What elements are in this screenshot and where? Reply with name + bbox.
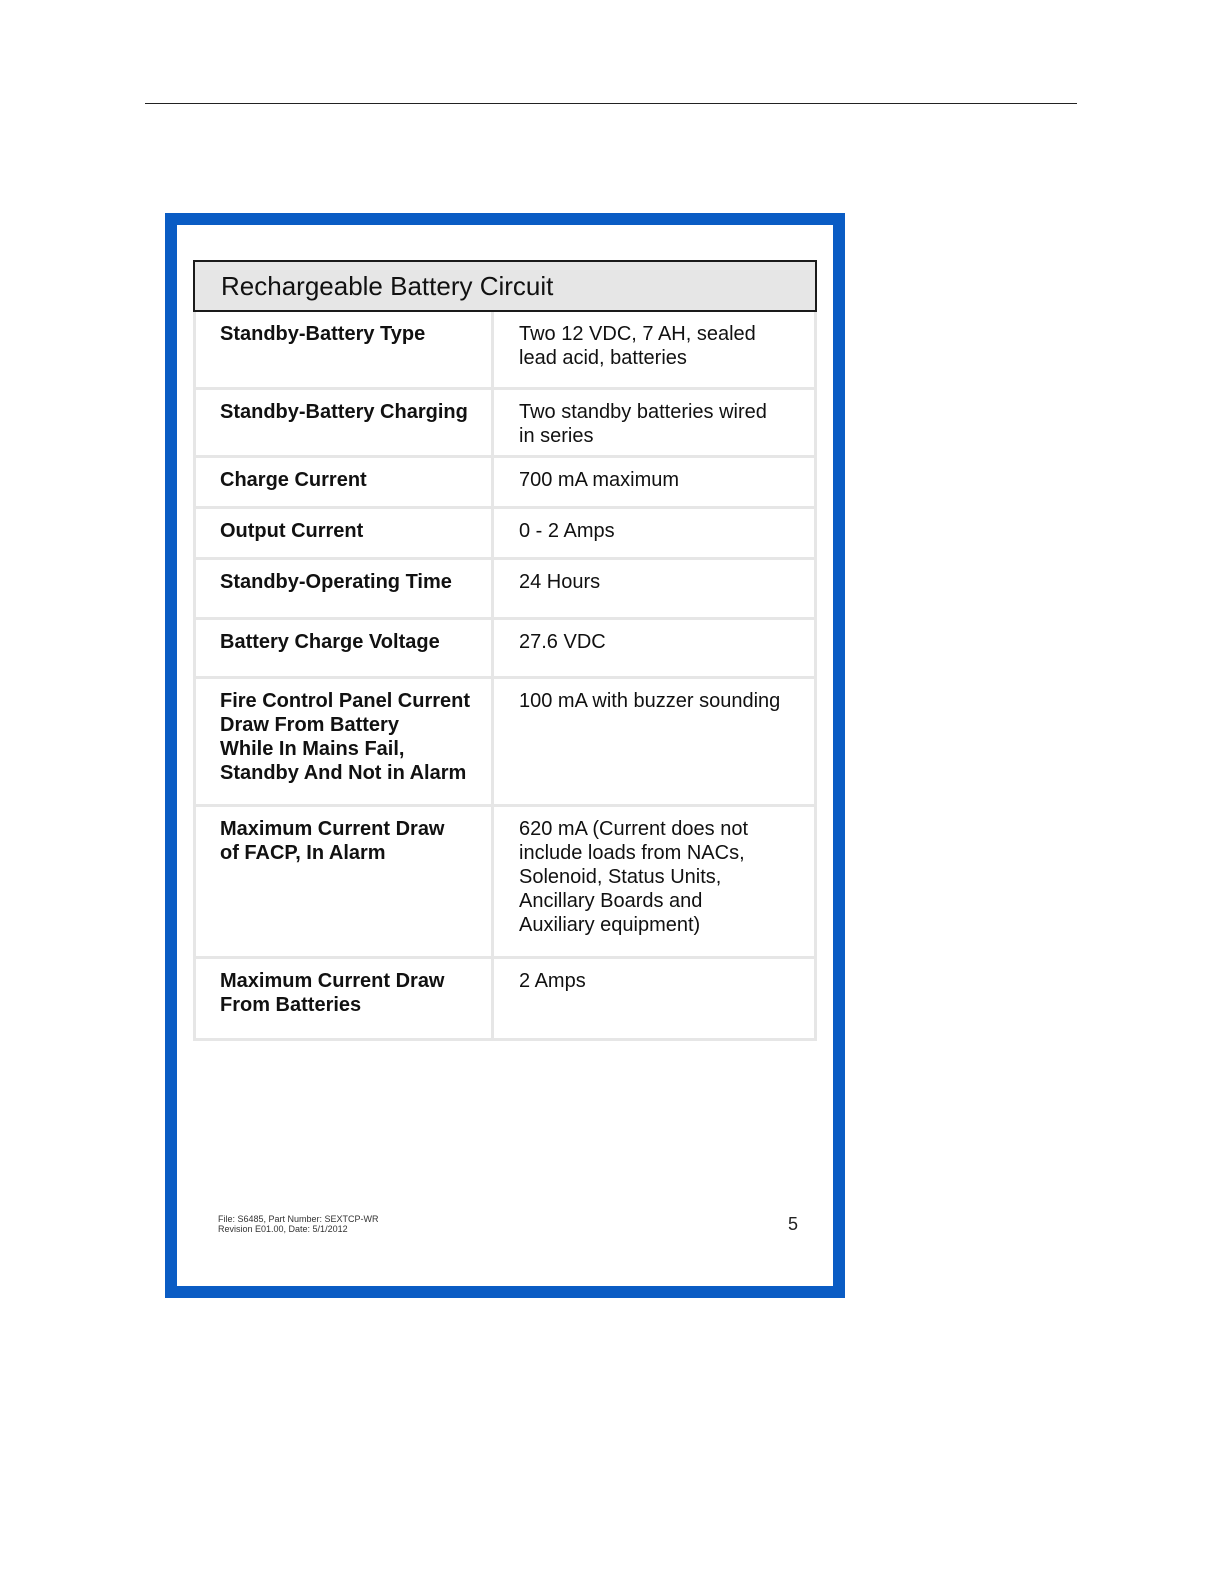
row-label: Battery Charge Voltage xyxy=(196,620,494,676)
table-row xyxy=(196,956,814,1038)
table-body xyxy=(193,312,817,1041)
row-value: Two 12 VDC, 7 AH, sealed lead acid, batteries xyxy=(519,323,756,369)
table-row xyxy=(196,506,814,557)
row-value: 27.6 VDC xyxy=(519,631,606,653)
row-label: Charge Current xyxy=(196,458,494,506)
row-value: 700 mA maximum xyxy=(519,469,680,491)
table-row xyxy=(196,557,814,617)
top-rule xyxy=(145,103,1077,104)
table-row xyxy=(196,455,814,506)
table-row xyxy=(196,676,814,804)
row-value: 0 - 2 Amps xyxy=(519,520,615,542)
footer-file-info: File: S6485, Part Number: SEXTCP-WR Revision E01.00, Date: 5/1/2012 xyxy=(218,1214,379,1234)
row-label: Standby-Battery Charging xyxy=(196,390,494,455)
table-row xyxy=(196,312,814,387)
row-value: Two standby batteries wired in series xyxy=(519,401,767,447)
row-label: Standby-Operating Time xyxy=(196,560,494,617)
table-row xyxy=(196,617,814,676)
row-label: Maximum Current Draw From Batteries xyxy=(196,959,494,1038)
table-row xyxy=(196,387,814,455)
row-label: Output Current xyxy=(196,509,494,557)
row-value: 100 mA with buzzer sounding xyxy=(519,690,781,712)
row-label: Fire Control Panel Current Draw From Battery While In Mains Fail, Standby And Not in Alarm xyxy=(196,679,494,804)
table-title: Rechargeable Battery Circuit xyxy=(193,260,817,312)
page-number: 5 xyxy=(788,1214,799,1234)
table-row xyxy=(196,804,814,956)
row-value: 24 Hours xyxy=(519,571,601,593)
row-value: 2 Amps xyxy=(519,970,586,992)
row-value: 620 mA (Current does not include loads from NACs, Solenoid, Status Units, Ancillary Boards and Auxiliary equipment) xyxy=(519,818,749,936)
row-label: Standby-Battery Type xyxy=(196,312,494,387)
row-label: Maximum Current Draw of FACP, In Alarm xyxy=(196,807,494,956)
spec-table xyxy=(193,260,817,1041)
